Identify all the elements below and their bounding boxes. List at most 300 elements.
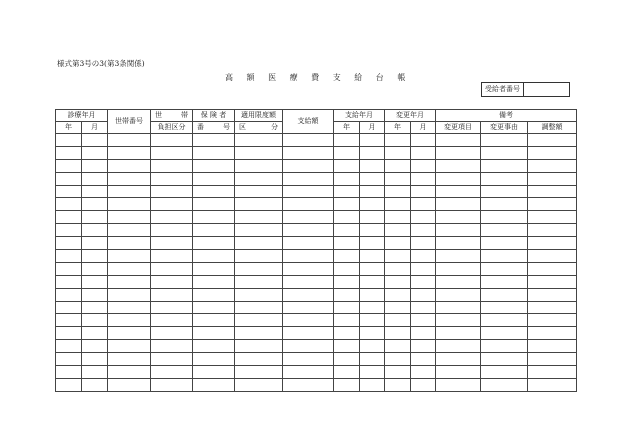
table-cell[interactable]	[411, 185, 436, 198]
table-cell[interactable]	[528, 288, 577, 301]
table-cell[interactable]	[283, 211, 334, 224]
table-cell[interactable]	[360, 134, 385, 147]
table-cell[interactable]	[385, 198, 411, 211]
table-cell[interactable]	[283, 146, 334, 159]
table-cell[interactable]	[151, 224, 193, 237]
table-cell[interactable]	[151, 262, 193, 275]
table-cell[interactable]	[334, 250, 360, 263]
table-cell[interactable]	[56, 146, 82, 159]
table-cell[interactable]	[283, 172, 334, 185]
table-cell[interactable]	[151, 340, 193, 353]
table-cell[interactable]	[436, 353, 481, 366]
table-cell[interactable]	[283, 366, 334, 379]
table-cell[interactable]	[108, 211, 151, 224]
table-cell[interactable]	[481, 314, 528, 327]
table-cell[interactable]	[56, 340, 82, 353]
table-cell[interactable]	[235, 275, 283, 288]
table-cell[interactable]	[528, 327, 577, 340]
table-cell[interactable]	[385, 353, 411, 366]
table-cell[interactable]	[528, 224, 577, 237]
table-cell[interactable]	[481, 250, 528, 263]
header-category-a: 区	[239, 123, 246, 131]
table-cell[interactable]	[360, 262, 385, 275]
table-cell[interactable]	[360, 159, 385, 172]
table-cell[interactable]	[436, 327, 481, 340]
table-cell[interactable]	[528, 134, 577, 147]
table-cell[interactable]	[108, 262, 151, 275]
table-cell[interactable]	[82, 353, 108, 366]
table-cell[interactable]	[235, 134, 283, 147]
table-cell[interactable]	[411, 340, 436, 353]
table-cell[interactable]	[411, 198, 436, 211]
table-cell[interactable]	[283, 288, 334, 301]
table-cell[interactable]	[82, 275, 108, 288]
table-cell[interactable]	[235, 198, 283, 211]
table-row	[56, 288, 577, 301]
table-cell[interactable]	[411, 288, 436, 301]
recipient-number-label: 受給者番号	[482, 83, 524, 96]
table-cell[interactable]	[82, 288, 108, 301]
table-cell[interactable]	[436, 378, 481, 391]
table-cell[interactable]	[528, 146, 577, 159]
table-cell[interactable]	[82, 327, 108, 340]
table-row	[56, 275, 577, 288]
table-cell[interactable]	[334, 378, 360, 391]
table-cell[interactable]	[528, 198, 577, 211]
table-cell[interactable]	[235, 237, 283, 250]
table-cell[interactable]	[436, 314, 481, 327]
table-cell[interactable]	[360, 237, 385, 250]
table-cell[interactable]	[528, 301, 577, 314]
table-cell[interactable]	[385, 134, 411, 147]
table-cell[interactable]	[283, 159, 334, 172]
table-cell[interactable]	[411, 353, 436, 366]
table-cell[interactable]	[193, 198, 235, 211]
table-cell[interactable]	[56, 353, 82, 366]
table-cell[interactable]	[235, 262, 283, 275]
table-cell[interactable]	[108, 159, 151, 172]
table-cell[interactable]	[56, 185, 82, 198]
table-cell[interactable]	[385, 275, 411, 288]
table-cell[interactable]	[283, 224, 334, 237]
table-cell[interactable]	[528, 250, 577, 263]
table-cell[interactable]	[283, 353, 334, 366]
header-burden-category: 負担区分	[151, 122, 193, 134]
table-cell[interactable]	[56, 301, 82, 314]
table-cell[interactable]	[56, 198, 82, 211]
table-cell[interactable]	[193, 224, 235, 237]
table-cell[interactable]	[193, 237, 235, 250]
table-cell[interactable]	[360, 340, 385, 353]
table-cell[interactable]	[334, 224, 360, 237]
table-row	[56, 134, 577, 147]
table-cell[interactable]	[411, 275, 436, 288]
table-cell[interactable]	[193, 134, 235, 147]
table-cell[interactable]	[360, 146, 385, 159]
table-cell[interactable]	[528, 275, 577, 288]
header-payment-year: 年	[334, 122, 360, 134]
table-cell[interactable]	[481, 237, 528, 250]
table-cell[interactable]	[82, 366, 108, 379]
table-cell[interactable]	[108, 366, 151, 379]
table-cell[interactable]	[82, 211, 108, 224]
table-cell[interactable]	[385, 288, 411, 301]
table-cell[interactable]	[528, 237, 577, 250]
table-cell[interactable]	[385, 301, 411, 314]
table-cell[interactable]	[528, 211, 577, 224]
header-payment-month: 支給年月	[334, 110, 385, 122]
table-cell[interactable]	[436, 185, 481, 198]
table-cell[interactable]	[481, 211, 528, 224]
table-cell[interactable]	[151, 172, 193, 185]
table-cell[interactable]	[193, 314, 235, 327]
table-cell[interactable]	[436, 237, 481, 250]
table-cell[interactable]	[151, 159, 193, 172]
table-cell[interactable]	[411, 146, 436, 159]
form-number-label: 様式第3号の3(第3条関係)	[57, 59, 145, 68]
table-cell[interactable]	[56, 211, 82, 224]
table-cell[interactable]	[151, 366, 193, 379]
table-cell[interactable]	[108, 301, 151, 314]
table-cell[interactable]	[151, 146, 193, 159]
table-cell[interactable]	[528, 340, 577, 353]
table-cell[interactable]	[151, 185, 193, 198]
table-cell[interactable]	[283, 314, 334, 327]
table-cell[interactable]	[481, 275, 528, 288]
table-cell[interactable]	[56, 275, 82, 288]
table-cell[interactable]	[56, 237, 82, 250]
table-cell[interactable]	[481, 378, 528, 391]
table-cell[interactable]	[151, 211, 193, 224]
table-cell[interactable]	[108, 340, 151, 353]
table-cell[interactable]	[360, 172, 385, 185]
table-cell[interactable]	[193, 172, 235, 185]
header-insurer-no	[193, 122, 235, 134]
table-cell[interactable]	[108, 288, 151, 301]
table-cell[interactable]	[334, 275, 360, 288]
table-cell[interactable]	[481, 340, 528, 353]
table-cell[interactable]	[193, 378, 235, 391]
table-cell[interactable]	[385, 159, 411, 172]
table-cell[interactable]	[411, 262, 436, 275]
table-cell[interactable]	[436, 134, 481, 147]
table-cell[interactable]	[528, 262, 577, 275]
table-cell[interactable]	[56, 172, 82, 185]
table-cell[interactable]	[82, 250, 108, 263]
table-cell[interactable]	[436, 301, 481, 314]
table-cell[interactable]	[235, 353, 283, 366]
table-cell[interactable]	[334, 314, 360, 327]
table-cell[interactable]	[108, 172, 151, 185]
table-cell[interactable]	[481, 134, 528, 147]
table-cell[interactable]	[56, 134, 82, 147]
table-cell[interactable]	[360, 198, 385, 211]
header-insurer: 保 険 者	[193, 110, 235, 122]
table-cell[interactable]	[193, 327, 235, 340]
table-cell[interactable]	[108, 250, 151, 263]
table-cell[interactable]	[481, 366, 528, 379]
table-cell[interactable]	[193, 211, 235, 224]
table-cell[interactable]	[193, 159, 235, 172]
table-cell[interactable]	[334, 262, 360, 275]
table-cell[interactable]	[193, 275, 235, 288]
table-cell[interactable]	[235, 250, 283, 263]
table-cell[interactable]	[56, 327, 82, 340]
table-cell[interactable]	[334, 327, 360, 340]
table-cell[interactable]	[193, 301, 235, 314]
table-cell[interactable]	[82, 378, 108, 391]
table-cell[interactable]	[385, 327, 411, 340]
table-cell[interactable]	[283, 275, 334, 288]
table-cell[interactable]	[108, 327, 151, 340]
table-cell[interactable]	[56, 366, 82, 379]
table-cell[interactable]	[360, 288, 385, 301]
table-cell[interactable]	[436, 146, 481, 159]
table-cell[interactable]	[360, 185, 385, 198]
table-cell[interactable]	[235, 159, 283, 172]
table-cell[interactable]	[481, 327, 528, 340]
table-cell[interactable]	[334, 288, 360, 301]
table-cell[interactable]	[283, 198, 334, 211]
table-cell[interactable]	[283, 250, 334, 263]
table-cell[interactable]	[235, 301, 283, 314]
table-cell[interactable]	[481, 159, 528, 172]
table-cell[interactable]	[108, 378, 151, 391]
table-cell[interactable]	[334, 185, 360, 198]
table-cell[interactable]	[360, 353, 385, 366]
table-cell[interactable]	[82, 134, 108, 147]
table-cell[interactable]	[528, 366, 577, 379]
table-cell[interactable]	[283, 327, 334, 340]
table-cell[interactable]	[481, 301, 528, 314]
table-cell[interactable]	[360, 224, 385, 237]
table-cell[interactable]	[385, 340, 411, 353]
table-cell[interactable]	[193, 250, 235, 263]
table-cell[interactable]	[385, 237, 411, 250]
table-cell[interactable]	[385, 224, 411, 237]
header-limit-amount: 適用限度額	[235, 110, 283, 122]
table-cell[interactable]	[481, 172, 528, 185]
table-cell[interactable]	[82, 314, 108, 327]
ledger-header	[56, 110, 577, 134]
table-cell[interactable]	[436, 275, 481, 288]
table-cell[interactable]	[411, 237, 436, 250]
table-cell[interactable]	[283, 340, 334, 353]
table-cell[interactable]	[360, 301, 385, 314]
table-cell[interactable]	[436, 366, 481, 379]
table-cell[interactable]	[235, 327, 283, 340]
table-cell[interactable]	[436, 224, 481, 237]
table-cell[interactable]	[360, 275, 385, 288]
table-row	[56, 224, 577, 237]
table-cell[interactable]	[193, 185, 235, 198]
table-cell[interactable]	[151, 134, 193, 147]
table-cell[interactable]	[56, 159, 82, 172]
table-cell[interactable]	[385, 378, 411, 391]
table-cell[interactable]	[193, 353, 235, 366]
table-cell[interactable]	[82, 172, 108, 185]
table-cell[interactable]	[108, 275, 151, 288]
table-cell[interactable]	[334, 146, 360, 159]
table-cell[interactable]	[56, 288, 82, 301]
table-cell[interactable]	[82, 146, 108, 159]
table-cell[interactable]	[436, 288, 481, 301]
table-cell[interactable]	[82, 237, 108, 250]
table-cell[interactable]	[528, 172, 577, 185]
table-cell[interactable]	[411, 378, 436, 391]
table-cell[interactable]	[283, 185, 334, 198]
table-cell[interactable]	[56, 250, 82, 263]
table-cell[interactable]	[334, 134, 360, 147]
table-cell[interactable]	[283, 301, 334, 314]
table-cell[interactable]	[193, 288, 235, 301]
table-cell[interactable]	[411, 327, 436, 340]
table-cell[interactable]	[360, 250, 385, 263]
table-cell[interactable]	[235, 146, 283, 159]
recipient-number-field[interactable]	[524, 83, 569, 96]
table-cell[interactable]	[528, 353, 577, 366]
table-cell[interactable]	[82, 198, 108, 211]
table-cell[interactable]	[108, 134, 151, 147]
table-cell[interactable]	[108, 198, 151, 211]
table-cell[interactable]	[235, 378, 283, 391]
table-cell[interactable]	[193, 146, 235, 159]
table-row	[56, 211, 577, 224]
table-cell[interactable]	[436, 262, 481, 275]
table-cell[interactable]	[235, 288, 283, 301]
table-cell[interactable]	[481, 288, 528, 301]
table-cell[interactable]	[411, 301, 436, 314]
table-cell[interactable]	[436, 159, 481, 172]
table-cell[interactable]	[56, 262, 82, 275]
table-cell[interactable]	[481, 198, 528, 211]
table-cell[interactable]	[151, 327, 193, 340]
table-cell[interactable]	[235, 211, 283, 224]
table-cell[interactable]	[385, 211, 411, 224]
table-cell[interactable]	[151, 314, 193, 327]
table-cell[interactable]	[56, 224, 82, 237]
table-cell[interactable]	[385, 185, 411, 198]
table-cell[interactable]	[360, 366, 385, 379]
table-cell[interactable]	[82, 224, 108, 237]
table-cell[interactable]	[385, 262, 411, 275]
table-cell[interactable]	[528, 159, 577, 172]
table-cell[interactable]	[283, 262, 334, 275]
table-cell[interactable]	[411, 366, 436, 379]
table-cell[interactable]	[385, 146, 411, 159]
table-cell[interactable]	[334, 301, 360, 314]
table-cell[interactable]	[151, 288, 193, 301]
table-cell[interactable]	[82, 262, 108, 275]
table-cell[interactable]	[334, 366, 360, 379]
table-cell[interactable]	[411, 134, 436, 147]
table-cell[interactable]	[193, 340, 235, 353]
table-cell[interactable]	[108, 237, 151, 250]
table-cell[interactable]	[411, 250, 436, 263]
table-cell[interactable]	[235, 314, 283, 327]
table-cell[interactable]	[411, 172, 436, 185]
table-cell[interactable]	[82, 340, 108, 353]
table-cell[interactable]	[360, 314, 385, 327]
table-cell[interactable]	[151, 301, 193, 314]
table-cell[interactable]	[151, 353, 193, 366]
table-cell[interactable]	[235, 172, 283, 185]
table-cell[interactable]	[528, 185, 577, 198]
table-cell[interactable]	[360, 211, 385, 224]
table-cell[interactable]	[151, 237, 193, 250]
table-cell[interactable]	[436, 172, 481, 185]
table-cell[interactable]	[193, 262, 235, 275]
table-cell[interactable]	[385, 314, 411, 327]
table-cell[interactable]	[436, 340, 481, 353]
table-cell[interactable]	[108, 353, 151, 366]
table-cell[interactable]	[360, 378, 385, 391]
table-cell[interactable]	[108, 224, 151, 237]
table-cell[interactable]	[151, 198, 193, 211]
table-cell[interactable]	[334, 159, 360, 172]
table-cell[interactable]	[151, 250, 193, 263]
table-cell[interactable]	[193, 366, 235, 379]
table-cell[interactable]	[436, 211, 481, 224]
table-cell[interactable]	[235, 185, 283, 198]
table-cell[interactable]	[481, 262, 528, 275]
table-cell[interactable]	[283, 134, 334, 147]
table-cell[interactable]	[56, 378, 82, 391]
table-cell[interactable]	[334, 237, 360, 250]
table-cell[interactable]	[283, 378, 334, 391]
header-remarks: 備考	[436, 110, 577, 122]
ledger-body	[56, 134, 577, 392]
table-cell[interactable]	[481, 224, 528, 237]
page-title: 高 額 医 療 費 支 給 台 帳	[225, 73, 411, 82]
table-cell[interactable]	[82, 185, 108, 198]
table-cell[interactable]	[108, 146, 151, 159]
table-cell[interactable]	[481, 185, 528, 198]
table-cell[interactable]	[411, 314, 436, 327]
table-cell[interactable]	[481, 353, 528, 366]
table-cell[interactable]	[108, 314, 151, 327]
table-cell[interactable]	[481, 146, 528, 159]
table-cell[interactable]	[436, 198, 481, 211]
table-cell[interactable]	[283, 237, 334, 250]
table-cell[interactable]	[528, 378, 577, 391]
table-cell[interactable]	[108, 185, 151, 198]
table-cell[interactable]	[334, 198, 360, 211]
table-cell[interactable]	[334, 353, 360, 366]
table-cell[interactable]	[411, 224, 436, 237]
header-treatment-month: 診療年月	[56, 110, 108, 122]
table-cell[interactable]	[334, 211, 360, 224]
table-cell[interactable]	[151, 275, 193, 288]
table-cell[interactable]	[334, 340, 360, 353]
table-cell[interactable]	[334, 172, 360, 185]
table-cell[interactable]	[235, 340, 283, 353]
table-cell[interactable]	[385, 172, 411, 185]
table-cell[interactable]	[436, 250, 481, 263]
table-cell[interactable]	[151, 378, 193, 391]
table-cell[interactable]	[385, 250, 411, 263]
table-cell[interactable]	[528, 314, 577, 327]
table-cell[interactable]	[411, 211, 436, 224]
table-cell[interactable]	[56, 314, 82, 327]
table-cell[interactable]	[385, 366, 411, 379]
table-cell[interactable]	[235, 224, 283, 237]
table-cell[interactable]	[235, 366, 283, 379]
table-cell[interactable]	[360, 327, 385, 340]
table-cell[interactable]	[82, 301, 108, 314]
table-cell[interactable]	[411, 159, 436, 172]
table-cell[interactable]	[82, 159, 108, 172]
